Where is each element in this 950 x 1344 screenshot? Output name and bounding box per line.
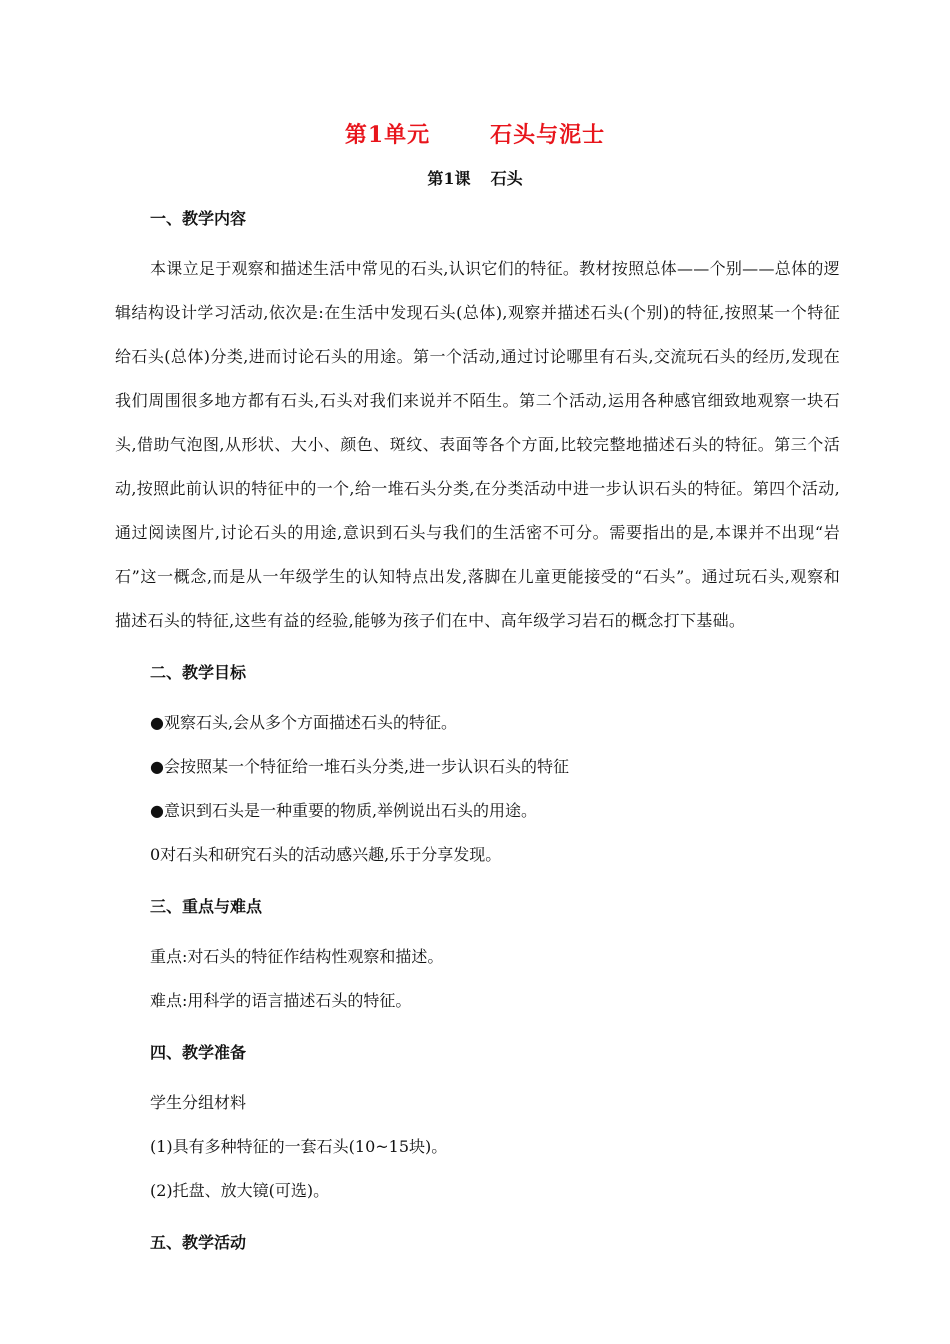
goal-item: ●意识到石头是一种重要的物质,举例说出石头的用途。 xyxy=(150,801,538,820)
document-body xyxy=(115,205,840,1257)
unit-label: 第1单元 xyxy=(344,122,431,148)
lesson-label: 第1课 xyxy=(427,169,471,188)
preparation-intro: 学生分组材料 xyxy=(150,1093,247,1112)
unit-title xyxy=(0,118,950,149)
goal-item: ●观察石头,会从多个方面描述石头的特征。 xyxy=(150,713,458,732)
key-point-difficulty: 难点:用科学的语言描述石头的特征。 xyxy=(150,991,412,1010)
lesson-name: 石头 xyxy=(490,169,523,188)
section-heading-goals: 二、教学目标 xyxy=(150,663,247,682)
content-paragraph: 本课立足于观察和描述生活中常见的石头,认识它们的特征。教材按照总体——个别——总体的逻辑结构设计学习活动,依次是:在生活中发现石头(总体),观察并描述石头(个别)的特征,按照某一个特征给石头(总体)分类,进而讨论石头的用途。第一个活动,通过讨论哪里有石头,交流玩石头的经历,发现在我们周围很多地方都有石头,石头对我们来说并不陌生。第二个活动,运用各种感官细致地观察一块石头,借助气泡图,从形状、大小、颜色、斑纹、表面等各个方面,比较完整地描述石头的特征。第三个活动,按照此前认识的特征中的一个,给一堆石头分类,在分类活动中进一步认识石头的特征。第四个活动,通过阅读图片,讨论石头的用途,意识到石头与我们的生活密不可分。需要指出的是,本课并不出现“岩石”这一概念,而是从一年级学生的认知特点出发,落脚在儿童更能接受的“石头”。通过玩石头,观察和描述石头的特征,这些有益的经验,能够为孩子们在中、高年级学习岩石的概念打下基础。 xyxy=(115,259,840,630)
section-heading-content: 一、教学内容 xyxy=(150,209,247,228)
goal-item: ●会按照某一个特征给一堆石头分类,进一步认识石头的特征 xyxy=(150,757,570,776)
section-heading-key-points: 三、重点与难点 xyxy=(150,897,263,916)
unit-name: 石头与泥士 xyxy=(490,122,606,148)
section-heading-preparation: 四、教学准备 xyxy=(150,1043,247,1062)
goal-item: 0对石头和研究石头的活动感兴趣,乐于分享发现。 xyxy=(150,845,502,864)
key-point-focus: 重点:对石头的特征作结构性观察和描述。 xyxy=(150,947,444,966)
lesson-title xyxy=(0,166,950,189)
preparation-item: (2)托盘、放大镜(可选)。 xyxy=(150,1181,330,1200)
section-heading-activities: 五、教学活动 xyxy=(150,1233,247,1252)
preparation-item: (1)具有多种特征的一套石头(10~15块)。 xyxy=(150,1137,448,1156)
